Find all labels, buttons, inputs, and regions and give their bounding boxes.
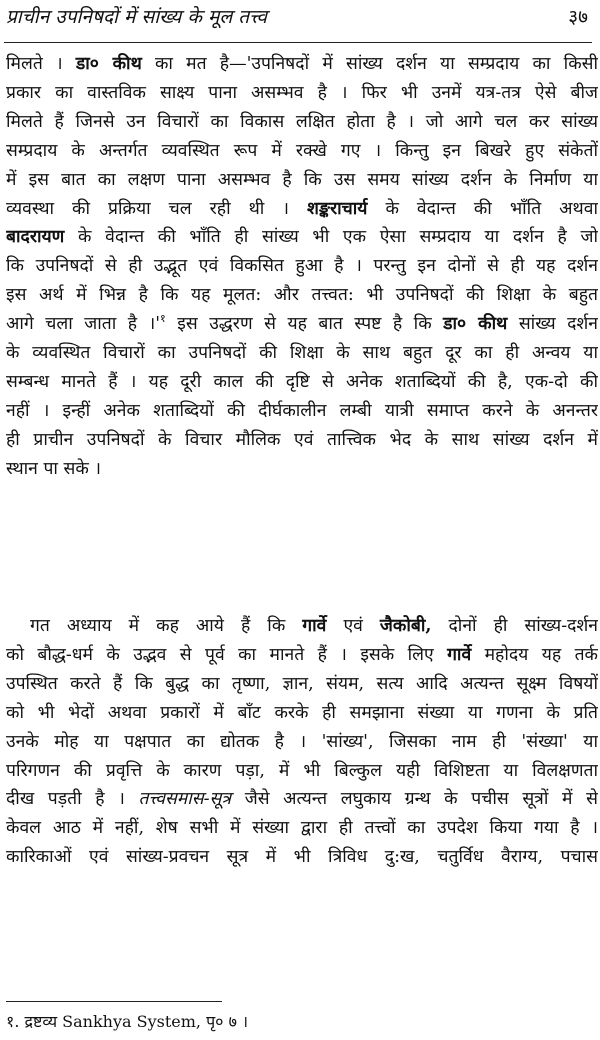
text-fragment: सांख्य दर्शन xyxy=(507,314,598,335)
text-line: स्थान पा सके । xyxy=(6,458,101,479)
emphasis-garbe: गार्वे xyxy=(302,616,327,636)
text-fragment: दीख पड़ती है । xyxy=(6,789,139,810)
text-line xyxy=(6,223,598,252)
text-line: परिगणन की प्रवृत्ति के कारण पड़ा, में भी बिल्कुल यही विशिष्टता या विलक्षणता xyxy=(6,760,598,781)
text-fragment: एवं xyxy=(326,616,380,636)
text-line: में इस बात का लक्षण पाना असम्भव है कि उस समय सांख्य दर्शन के निर्माण या xyxy=(6,169,598,190)
text-line: को भी भेदों अथवा प्रकारों में बाँट करके ही समझाना संख्या या गणना के प्रति xyxy=(6,702,598,723)
text-line: केवल आठ में नहीं, शेष सभी में संख्या द्वारा ही तत्त्वों का उपदेश किया गया है । xyxy=(6,818,598,839)
text-fragment: आगे चला जाता है ।' xyxy=(6,314,161,335)
text-line: नहीं । इन्हीं अनेक शताब्दियों की दीर्घकालीन लम्बी यात्री समाप्त करने के अनन्तर xyxy=(6,400,598,421)
footnote-rule xyxy=(6,1001,222,1002)
text-line xyxy=(6,612,598,641)
emphasis-keith: डा० कीथ xyxy=(443,314,508,335)
text-line: सम्प्रदाय के अन्तर्गत व्यवस्थित रूप में रक्खे गए । किन्तु इन बिखरे हुए संकेतों xyxy=(6,140,598,161)
text-fragment: इस उद्धरण से यह बात स्पष्ट है कि xyxy=(165,314,444,335)
text-line: ही प्राचीन उपनिषदों के विचार मौलिक एवं तात्त्विक भेद के साथ सांख्य दर्शन में xyxy=(6,429,598,450)
text-fragment: का मत है—'उपनिषदों में सांख्य दर्शन या सम्प्रदाय का किसी xyxy=(141,54,598,74)
text-line xyxy=(6,50,598,79)
text-fragment: दोनों ही सांख्य-दर्शन xyxy=(431,616,598,636)
running-header xyxy=(4,0,592,43)
text-line xyxy=(6,108,598,137)
text-line xyxy=(6,641,598,670)
text-line: प्रकार का वास्तविक साक्ष्य पाना असम्भव है । फिर भी उनमें यत्र-तत्र ऐसे बीज xyxy=(6,82,598,103)
footnote: १. द्रष्टव्य Sankhya System, पृ० ७ । xyxy=(6,1012,249,1031)
text-line: कारिकाओं एवं सांख्य-प्रवचन सूत्र में भी त्रिविध दु:ख, चतुर्विध वैराग्य, पचास xyxy=(6,847,598,868)
text-fragment: के वेदान्त की भाँति अथवा xyxy=(367,198,598,219)
text-fragment: के वेदान्त की भाँति ही सांख्य भी एक ऐसा सम्प्रदाय या दर्शन है जो xyxy=(64,227,598,248)
page-number: ३७ xyxy=(568,6,588,28)
text-fragment: व्यवस्था की प्रक्रिया चल रही थी । xyxy=(6,198,307,219)
text-fragment: मिलते । xyxy=(6,54,76,74)
text-line: इस अर्थ में भिन्न है कि यह मूलत: और तत्त्वत: भी उपनिषदों की शिक्षा के बहुत xyxy=(6,285,598,306)
emphasis-shankaracharya: शङ्कराचार्य xyxy=(307,198,368,219)
text-fragment: जैसे अत्यन्त लघुकाय ग्रन्थ के पचीस सूत्रों में से xyxy=(231,789,598,810)
text-line: के व्यवस्थित विचारों का उपनिषदों की शिक्षा के साथ बहुत दूर का ही अन्वय या xyxy=(6,343,598,364)
text-fragment: मिलते हैं जिनसे उन विचारों का विकास लक्षित होता है । जो आगे चल कर सांख्य xyxy=(6,111,598,132)
emphasis-jacobi: जैकोबी, xyxy=(379,616,432,636)
text-line xyxy=(6,310,598,339)
paragraph-1 xyxy=(6,50,598,484)
text-line: सम्बन्ध मानते हैं । यह दूरी काल की दृष्टि से अनेक शताब्दियों की है, एक-दो की xyxy=(6,371,598,392)
paragraph-2 xyxy=(6,612,598,872)
emphasis-badarayana: बादरायण xyxy=(6,227,65,248)
emphasis-keith: डा० कीथ xyxy=(75,54,142,74)
text-line: उनके मोह या पक्षपात का द्योतक है । 'सांख्य', जिसका नाम ही 'संख्या' या xyxy=(6,731,598,752)
text-fragment: महोदय यह तर्क xyxy=(471,644,598,665)
footnote-marker[interactable]: १ xyxy=(160,312,166,326)
text-line: कि उपनिषदों से ही उद्भूत एवं विकसित हुआ है । परन्तु इन दोनों से ही यह दर्शन xyxy=(6,256,598,277)
text-line: उपस्थित करते हैं कि बुद्ध का तृष्णा, ज्ञान, संयम, सत्य आदि अत्यन्त सूक्ष्म विषयों xyxy=(6,673,598,694)
text-fragment: को बौद्ध-धर्म के उद्भव से पूर्व का मानते हैं । इसके लिए xyxy=(6,644,448,665)
text-fragment: गत अध्याय में कह आये हैं कि xyxy=(30,616,303,636)
text-line xyxy=(6,785,598,814)
emphasis-tattvasamasa: तत्त्वसमास-सूत्र xyxy=(138,789,232,810)
running-title: प्राचीन उपनिषदों में सांख्य के मूल तत्त्व xyxy=(6,6,267,28)
text-line xyxy=(6,195,598,224)
emphasis-garbe: गार्वे xyxy=(447,644,472,665)
